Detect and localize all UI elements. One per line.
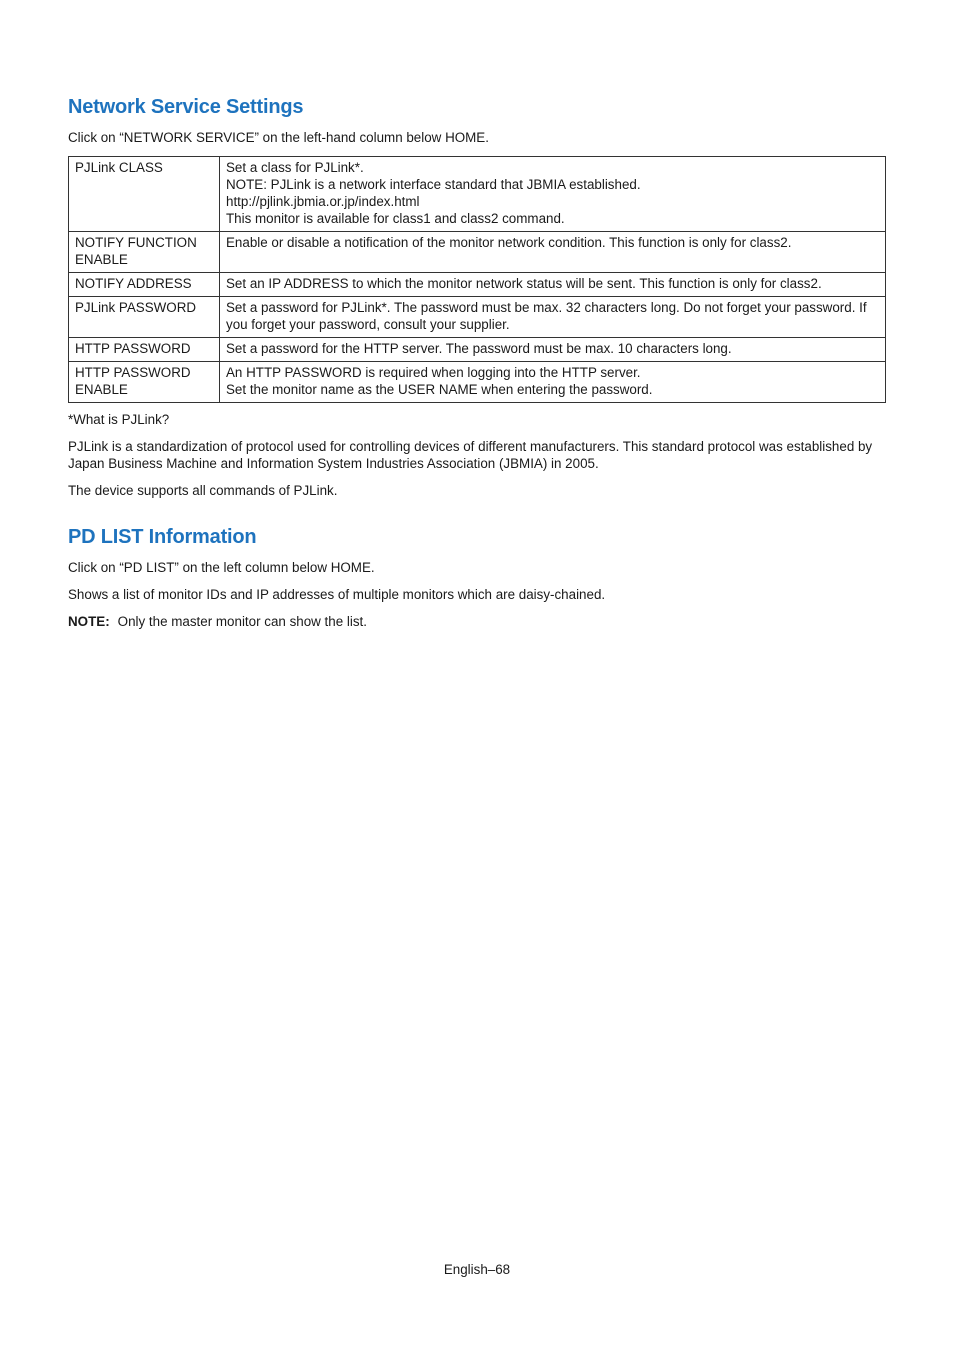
setting-description — [220, 362, 886, 403]
footnote-label: *What is PJLink? — [68, 412, 170, 427]
description-line: NOTE: PJLink is a network interface standard that JBMIA established. — [226, 177, 641, 192]
setting-description — [220, 297, 886, 338]
table-row — [69, 273, 886, 297]
table-row — [69, 297, 886, 338]
setting-description — [220, 273, 886, 297]
footnote-text: PJLink is a standardization of protocol used for controlling devices of different manufacturers. This standard protocol was established by Japan Business Machine and Information System Industries Association (JBMIA) in 2005. — [68, 439, 873, 471]
note-text: Only the master monitor can show the list. — [117, 614, 367, 629]
setting-name: HTTP PASSWORD — [69, 338, 220, 362]
network-service-title: Network Service Settings — [68, 96, 304, 118]
setting-description — [220, 232, 886, 273]
note-label: NOTE: — [68, 614, 110, 629]
page-number: English–68 — [443, 1262, 511, 1277]
description-line: Set a password for the HTTP server. The password must be max. 10 characters long. — [226, 341, 732, 356]
pd-list-p1: Click on “PD LIST” on the left column below HOME. — [68, 560, 375, 575]
support-text: The device supports all commands of PJLink. — [68, 483, 338, 498]
description-line: An HTTP PASSWORD is required when logging into the HTTP server. — [226, 365, 641, 380]
description-line: Set a class for PJLink*. — [226, 160, 364, 175]
description-line: Enable or disable a notification of the monitor network condition. This function is only for class2. — [226, 235, 792, 250]
pd-list-note — [68, 613, 886, 630]
description-line: Set the monitor name as the USER NAME when entering the password. — [226, 382, 653, 397]
setting-name: PJLink PASSWORD — [69, 297, 220, 338]
table-row — [69, 232, 886, 273]
network-service-intro: Click on “NETWORK SERVICE” on the left-hand column below HOME. — [68, 130, 489, 145]
description-line: This monitor is available for class1 and class2 command. — [226, 211, 565, 226]
description-line: Set a password for PJLink*. The password must be max. 32 characters long. Do not forget your password. If you forget your password, consult your supplier. — [226, 300, 867, 332]
pd-list-p2: Shows a list of monitor IDs and IP addresses of multiple monitors which are daisy-chained. — [68, 587, 606, 602]
setting-description — [220, 157, 886, 232]
table-row — [69, 362, 886, 403]
page-content — [68, 96, 886, 640]
table-row — [69, 338, 886, 362]
table-row — [69, 157, 886, 232]
setting-name: NOTIFY FUNCTION ENABLE — [69, 232, 220, 273]
description-line: Set an IP ADDRESS to which the monitor network status will be sent. This function is only for class2. — [226, 276, 822, 291]
network-service-table — [68, 156, 886, 403]
pd-list-title: PD LIST Information — [68, 526, 257, 548]
setting-name: HTTP PASSWORD ENABLE — [69, 362, 220, 403]
setting-name: PJLink CLASS — [69, 157, 220, 232]
setting-description — [220, 338, 886, 362]
description-line: http://pjlink.jbmia.or.jp/index.html — [226, 194, 420, 209]
setting-name: NOTIFY ADDRESS — [69, 273, 220, 297]
